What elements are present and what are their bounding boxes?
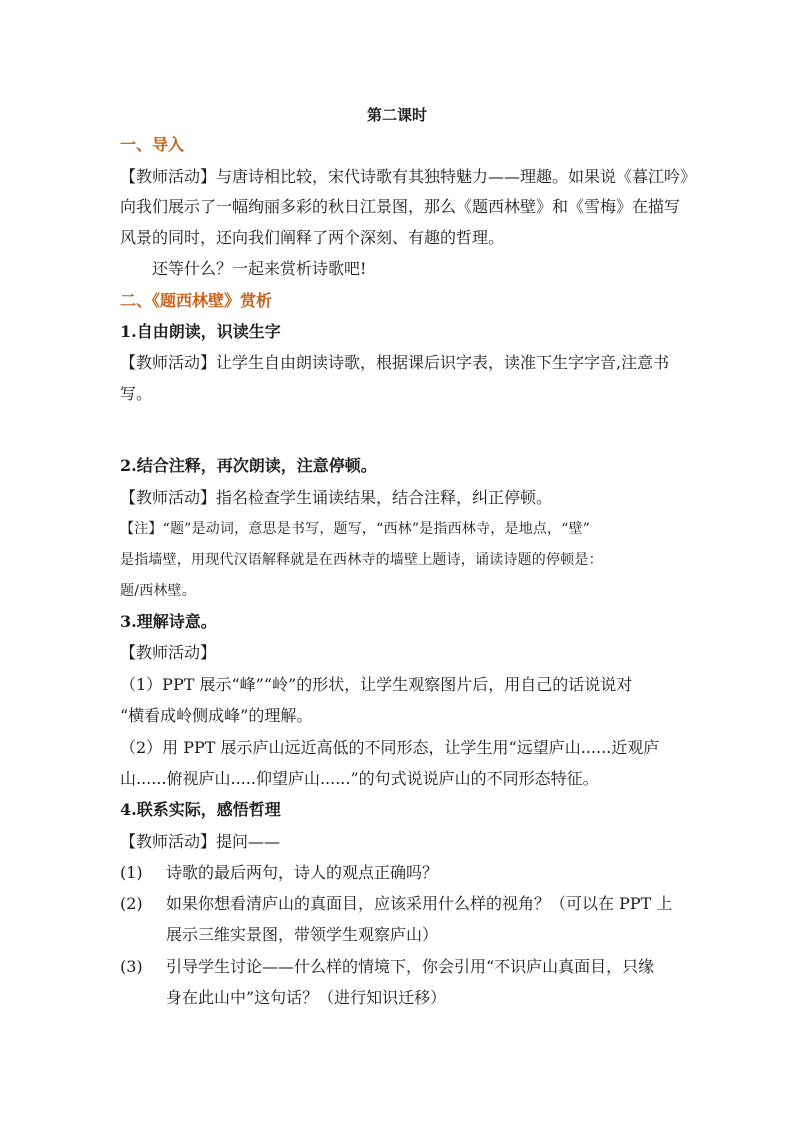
page-title: 第二课时 — [366, 106, 427, 124]
subsection-3-item-1-line-2: “横看成岭侧成峰”的理解。 — [120, 706, 313, 725]
question-3 — [120, 957, 654, 977]
subsection-1-line-2: 写。 — [120, 384, 153, 403]
question-3-number: (3) — [120, 957, 143, 976]
question-2-number: (2) — [120, 894, 143, 913]
question-3-text-line-2: 身在此山中”这句话？（进行知识迁移） — [166, 988, 447, 1007]
intro-paragraph-line-1: 【教师活动】与唐诗相比较，宋代诗歌有其独特魅力——理趣。如果说《暮江吟》 — [120, 167, 697, 186]
question-2 — [120, 894, 672, 914]
subsection-heading-3: 3.理解诗意。 — [120, 612, 217, 631]
intro-paragraph-line-2: 向我们展示了一幅绚丽多彩的秋日江景图，那么《题西林壁》和《雪梅》在描写 — [120, 197, 681, 216]
note-line-1: 【注】“题”是动词，意思是书写，题写，“西林”是指西林寺，是地点，“壁” — [120, 521, 591, 537]
subsection-3-item-1-line-1: （1）PPT 展示“峰”“岭”的形状，让学生观察图片后，用自己的话说说对 — [120, 675, 633, 694]
subsection-heading-2: 2.结合注释，再次朗读，注意停顿。 — [120, 456, 377, 475]
subsection-4-activity: 【教师活动】提问—— — [120, 832, 281, 851]
question-3-text-line-1: 引导学生讨论——什么样的情境下，你会引用“不识庐山真面目，只缘 — [166, 957, 655, 976]
intro-paragraph-line-3: 风景的同时，还向我们阐释了两个深刻、有趣的哲理。 — [120, 228, 505, 247]
question-1-text: 诗歌的最后两句，诗人的观点正确吗？ — [166, 863, 439, 882]
section-heading-intro: 一、导入 — [120, 135, 185, 154]
note-line-2: 是指墙壁，用现代汉语解释就是在西林寺的墙壁上题诗，诵读诗题的停顿是： — [120, 552, 603, 568]
subsection-heading-1: 1.自由朗读，识读生字 — [120, 322, 281, 341]
question-1-number: (1) — [120, 863, 143, 882]
subsection-3-item-2-line-1: （2）用 PPT 展示庐山远近高低的不同形态，让学生用“远望庐山......近观庐 — [120, 738, 660, 757]
note-line-3: 题/西林壁。 — [120, 583, 196, 599]
subsection-2-line-1: 【教师活动】指名检查学生诵读结果，结合注释，纠正停顿。 — [120, 488, 553, 507]
subsection-1-line-1: 【教师活动】让学生自由朗读诗歌，根据课后识字表，读准下生字字音,注意书 — [120, 353, 670, 372]
subsection-heading-4: 4.联系实际，感悟哲理 — [120, 800, 281, 819]
subsection-3-item-2-line-2: 山......俯视庐山.....仰望庐山......”的句式说说庐山的不同形态特征。 — [120, 769, 599, 788]
question-2-text-line-1: 如果你想看清庐山的真面目，应该采用什么样的视角？（可以在 PPT 上 — [166, 894, 673, 913]
question-1 — [120, 863, 438, 883]
section-heading-appreciation: 二、《题西林壁》赏析 — [120, 291, 273, 310]
subsection-3-activity: 【教师活动】 — [120, 643, 217, 662]
intro-paragraph-2: 还等什么？一起来赏析诗歌吧! — [152, 259, 367, 278]
question-2-text-line-2: 展示三维实景图，带领学生观察庐山） — [166, 925, 439, 944]
